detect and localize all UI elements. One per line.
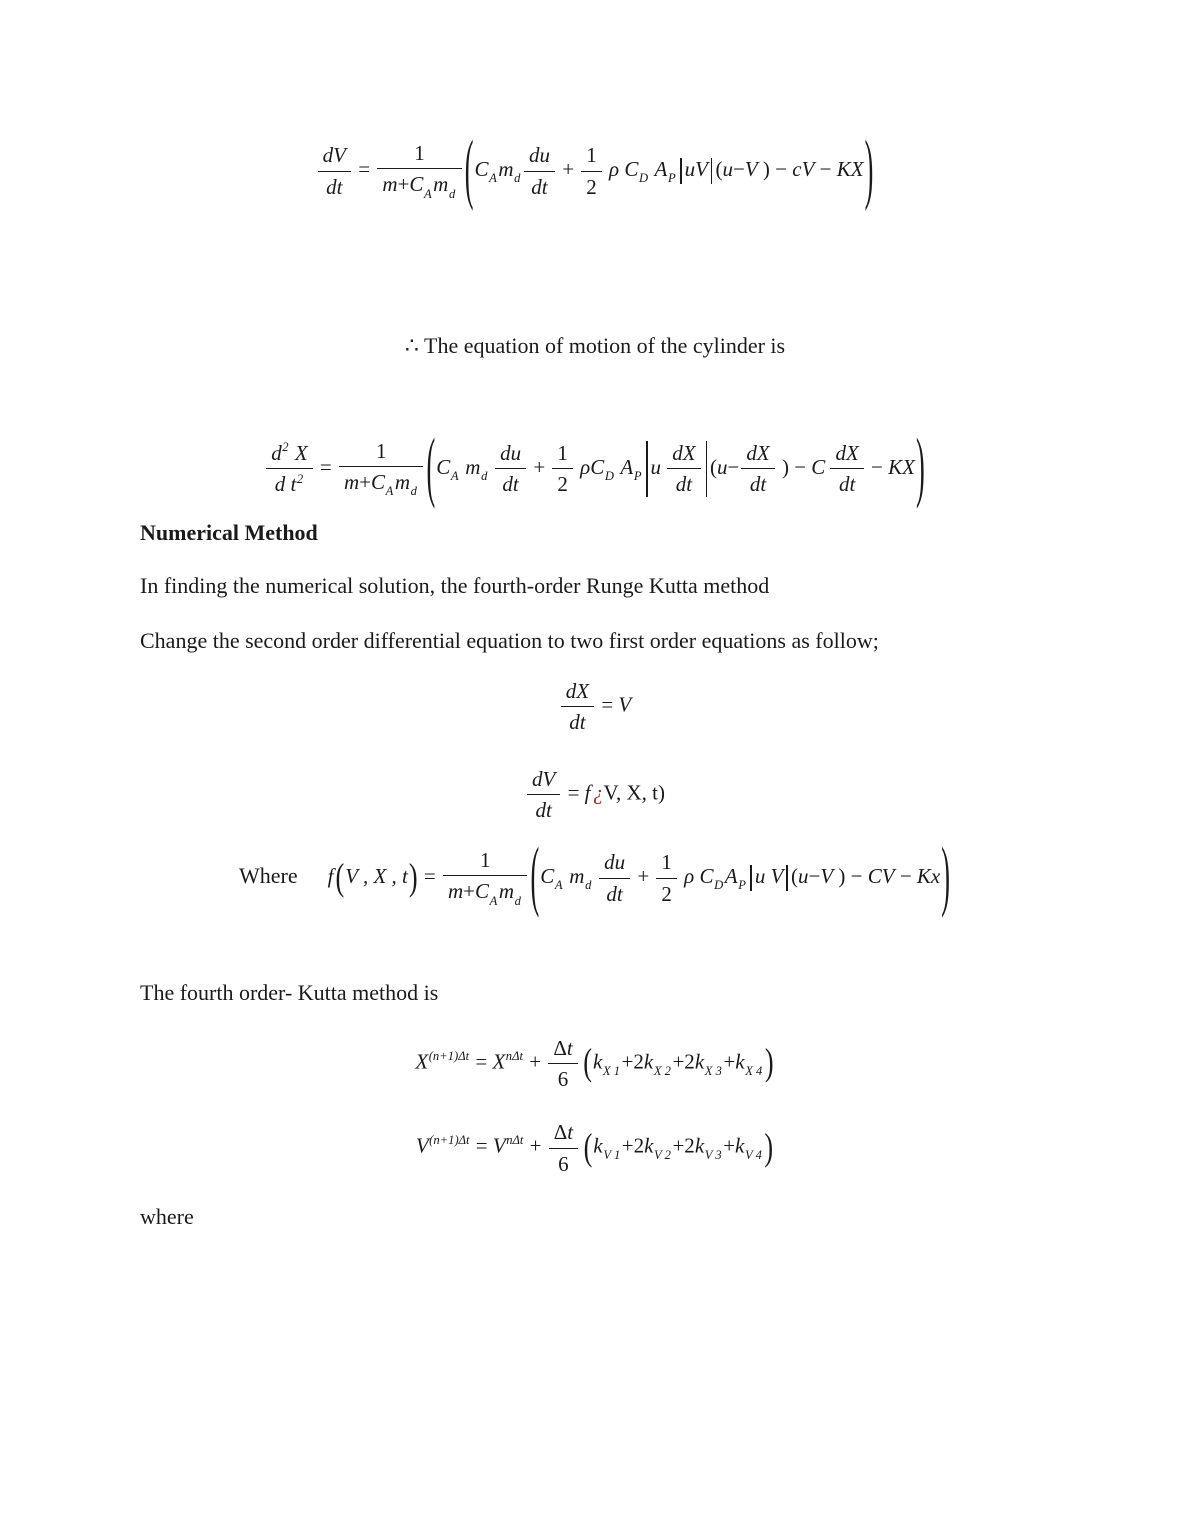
- math-abs-bar: [786, 865, 788, 891]
- math-text: +: [397, 172, 410, 197]
- math-text: k: [694, 1049, 705, 1074]
- math-text: A: [649, 156, 668, 181]
- math-denominator: [266, 469, 312, 497]
- math-numerator: [552, 440, 573, 469]
- math-fraction: [599, 849, 630, 907]
- math-numerator: [656, 849, 677, 878]
- math-text: d: [271, 441, 282, 466]
- math-text: =: [418, 864, 441, 889]
- math-superscript: (n+1)Δt: [429, 1133, 470, 1148]
- math-text: +2: [672, 1133, 695, 1158]
- math-text: +: [632, 864, 655, 889]
- math-denominator: [741, 469, 774, 497]
- math-subscript: d: [448, 186, 456, 201]
- math-text: f: [584, 780, 591, 805]
- math-text: =: [470, 1133, 493, 1158]
- math-fraction: [377, 140, 461, 202]
- math-text: KX: [888, 454, 915, 479]
- math-paren: (: [426, 422, 436, 510]
- math-text: X: [492, 1049, 506, 1074]
- math-text: ) −: [776, 454, 812, 479]
- math-fraction: [524, 142, 555, 200]
- math-text: 2: [586, 174, 597, 199]
- math-numerator: [527, 766, 560, 795]
- math-denominator: [443, 876, 527, 909]
- math-text: =: [596, 692, 619, 717]
- math-text: m: [498, 879, 515, 904]
- paragraph-therefore: ∴ The equation of motion of the cylinder is: [404, 333, 786, 359]
- math-text: dX: [672, 441, 696, 466]
- math-denominator: [527, 795, 560, 823]
- math-subscript: X 3: [704, 1063, 722, 1078]
- math-text: CV: [867, 864, 895, 889]
- math-subscript: V 3: [704, 1148, 722, 1163]
- math-fraction: [549, 1119, 578, 1177]
- math-text: +2: [621, 1049, 644, 1074]
- math-fraction: [527, 766, 560, 824]
- math-text: u: [717, 454, 728, 479]
- math-text: dt: [675, 472, 693, 497]
- math-subscript: V 4: [744, 1148, 762, 1163]
- math-text: ) −: [833, 864, 868, 889]
- formula-error-mark: ¿: [593, 780, 604, 805]
- math-text: C: [474, 156, 489, 181]
- equation-dx-dt: [140, 678, 1050, 736]
- math-text: 2: [557, 472, 568, 497]
- math-text: 1: [661, 850, 672, 875]
- math-numerator: [339, 438, 423, 467]
- math-text: dV: [532, 766, 556, 791]
- math-denominator: [581, 172, 602, 200]
- math-numerator: [741, 440, 774, 469]
- math-subscript: D: [714, 878, 724, 893]
- math-text: u: [722, 156, 733, 181]
- math-text: V: [492, 1133, 506, 1158]
- math-text: m: [460, 454, 481, 479]
- math-text: m: [433, 172, 449, 197]
- math-text: dt: [531, 174, 548, 199]
- math-denominator: [599, 879, 630, 907]
- math-text: +: [723, 1133, 736, 1158]
- math-text: u: [797, 864, 809, 889]
- math-denominator: [377, 169, 461, 202]
- math-text: m: [394, 470, 411, 495]
- math-fraction: [552, 440, 573, 498]
- math-subscript: P: [667, 171, 676, 186]
- math-subscript: X 1: [602, 1063, 621, 1078]
- math-denominator: [830, 469, 863, 497]
- math-paren: ): [408, 855, 418, 898]
- math-text: k: [644, 1133, 654, 1158]
- math-text: V: [744, 156, 758, 181]
- math-numerator: [599, 849, 630, 878]
- math-text: V: [618, 692, 632, 717]
- math-paren: ): [915, 422, 925, 510]
- math-subscript: X 4: [745, 1063, 763, 1078]
- math-paren: (: [464, 124, 474, 212]
- math-superscript: (n+1)Δt: [428, 1048, 470, 1063]
- math-text: 1: [557, 441, 568, 466]
- math-text: +: [556, 156, 580, 181]
- math-abs-bar: [711, 158, 713, 184]
- math-subscript: P: [633, 469, 642, 484]
- paragraph-change-equation: Change the second order differential equation to two first order equations as follow;: [140, 627, 879, 653]
- math-text: du: [528, 143, 550, 168]
- math-paren: ): [764, 1041, 774, 1084]
- math-denominator: [524, 172, 555, 200]
- math-text: C: [811, 454, 826, 479]
- math-text: V, X, t): [603, 780, 665, 805]
- math-text: A: [615, 454, 634, 479]
- math-text: +: [359, 470, 371, 495]
- math-text: f: [327, 864, 334, 889]
- math-text: dV: [322, 143, 346, 168]
- paragraph-where-bottom: where: [140, 1203, 194, 1229]
- math-text: 1: [375, 438, 387, 463]
- math-subscript: X 2: [653, 1063, 671, 1078]
- math-subscript: A: [489, 893, 498, 908]
- math-text: (: [715, 156, 723, 181]
- math-text: k: [592, 1049, 603, 1074]
- math-denominator: [552, 469, 573, 497]
- math-numerator: [377, 140, 461, 169]
- math-text: C: [540, 864, 555, 889]
- equation-f-definition: [327, 831, 951, 919]
- math-numerator: [830, 440, 863, 469]
- math-text: t: [566, 1035, 573, 1060]
- math-text: 1: [479, 848, 491, 873]
- math-text: +: [523, 1049, 547, 1074]
- equation-dv-dt: [140, 766, 1050, 824]
- math-superscript: nΔt: [506, 1133, 524, 1148]
- math-subscript: V 1: [603, 1148, 621, 1163]
- math-text: Δ: [553, 1035, 567, 1060]
- math-text: dX: [565, 679, 590, 704]
- math-subscript: A: [489, 171, 497, 186]
- math-text: =: [562, 780, 585, 805]
- math-text: k: [694, 1133, 705, 1158]
- math-text: =: [314, 454, 337, 479]
- math-abs-bar: [680, 158, 682, 184]
- math-text: m: [498, 156, 514, 181]
- math-text: uV: [684, 156, 708, 181]
- math-paren: (: [583, 1125, 593, 1168]
- math-text: =: [470, 1049, 493, 1074]
- math-paren: ): [941, 831, 950, 919]
- math-text: =: [352, 156, 376, 181]
- math-fraction: [656, 849, 677, 907]
- math-text: +2: [621, 1133, 645, 1158]
- math-numerator: [524, 142, 555, 171]
- math-text: V: [415, 1133, 429, 1158]
- math-text: X: [289, 441, 308, 466]
- math-text: V: [820, 864, 834, 889]
- math-paren: ): [764, 1125, 774, 1168]
- math-text: k: [735, 1133, 745, 1158]
- math-text: Kx: [916, 864, 941, 889]
- math-numerator: [549, 1119, 578, 1148]
- equation-velocity-ode: [140, 124, 1050, 212]
- math-fraction: [318, 142, 351, 200]
- math-text: cV: [792, 156, 815, 181]
- math-text: dt: [749, 472, 767, 497]
- math-denominator: [548, 1064, 577, 1092]
- math-text: u V: [754, 864, 784, 889]
- math-text: dt: [838, 472, 856, 497]
- math-numerator: [443, 847, 527, 876]
- math-text: 6: [558, 1151, 569, 1176]
- math-paren: ): [864, 124, 874, 212]
- math-fraction: [443, 847, 527, 909]
- math-abs-bar: [750, 865, 752, 891]
- equation-rk4-x: [140, 1035, 1050, 1093]
- math-text: +: [463, 879, 475, 904]
- math-text: (: [710, 454, 718, 479]
- math-text: m: [382, 172, 398, 197]
- math-text: m: [343, 470, 360, 495]
- math-text: u: [650, 454, 662, 479]
- math-text: −: [814, 156, 837, 181]
- math-subscript: V 2: [654, 1148, 671, 1163]
- math-text: A: [724, 864, 738, 889]
- equation-motion-ode: [140, 422, 1050, 510]
- math-text: t: [567, 1120, 574, 1145]
- math-superscript: 2: [282, 440, 289, 455]
- math-text: dt: [326, 174, 343, 199]
- math-fraction: [495, 440, 526, 498]
- math-abs-bar: [646, 441, 648, 498]
- equation-rk4-v: [140, 1119, 1050, 1177]
- math-subscript: A: [554, 878, 563, 893]
- paragraph-in-finding: In finding the numerical solution, the fourth-order Runge Kutta method: [140, 573, 770, 599]
- paragraph-fourth-order: The fourth order- Kutta method is: [140, 980, 439, 1006]
- math-text: dt: [569, 710, 586, 735]
- math-subscript: D: [604, 469, 614, 484]
- math-subscript: d: [585, 878, 592, 893]
- math-subscript: A: [423, 186, 432, 201]
- math-fraction: [339, 438, 423, 500]
- math-paren: (: [335, 855, 345, 898]
- math-denominator: [667, 469, 700, 497]
- math-text: dt: [606, 881, 623, 906]
- math-text: k: [593, 1133, 603, 1158]
- math-subscript: A: [385, 484, 394, 499]
- math-fraction: [581, 142, 602, 200]
- math-text: C: [436, 454, 451, 479]
- math-text: dt: [502, 472, 519, 497]
- math-text: −: [727, 454, 740, 479]
- math-text: C: [371, 470, 386, 495]
- math-subscript: d: [514, 893, 521, 908]
- math-text: 6: [557, 1067, 569, 1092]
- math-fraction: [561, 678, 594, 736]
- math-subscript: A: [450, 469, 459, 484]
- math-text: dX: [835, 441, 859, 466]
- math-text: −: [894, 864, 917, 889]
- math-fraction: [266, 440, 312, 498]
- math-paren: (: [530, 831, 540, 919]
- math-superscript: nΔt: [505, 1048, 523, 1063]
- math-denominator: [495, 469, 526, 497]
- math-paren: (: [583, 1041, 592, 1084]
- math-numerator: [318, 142, 351, 171]
- math-text: d t: [274, 472, 297, 497]
- math-text: KX: [836, 156, 864, 181]
- math-text: du: [500, 441, 522, 466]
- math-text: k: [735, 1049, 745, 1074]
- math-subscript: d: [481, 469, 488, 484]
- math-subscript: d: [514, 171, 521, 186]
- math-text: dX: [746, 441, 770, 466]
- math-text: 1: [586, 143, 597, 168]
- math-text: +: [524, 1133, 547, 1158]
- where-label: Where: [239, 863, 298, 889]
- math-denominator: [561, 707, 594, 735]
- math-abs-bar: [706, 441, 708, 498]
- math-text: ρ C: [678, 864, 714, 889]
- math-text: +: [528, 454, 551, 479]
- math-numerator: [548, 1035, 577, 1064]
- math-text: C: [475, 879, 490, 904]
- equation-f-definition-line: [140, 831, 1050, 919]
- math-text: −: [808, 864, 821, 889]
- math-fraction: [667, 440, 700, 498]
- math-text: du: [604, 850, 626, 875]
- math-text: (: [790, 864, 798, 889]
- math-numerator: [667, 440, 700, 469]
- math-subscript: P: [738, 878, 746, 893]
- math-denominator: [339, 467, 423, 500]
- math-text: m: [447, 879, 464, 904]
- math-text: 1: [414, 141, 425, 165]
- math-fraction: [741, 440, 774, 498]
- math-numerator: [266, 440, 312, 469]
- math-text: C: [409, 172, 424, 197]
- math-fraction: [548, 1035, 577, 1093]
- math-text: X: [415, 1049, 429, 1074]
- math-superscript: 2: [296, 471, 304, 486]
- math-text: dt: [535, 797, 552, 822]
- math-text: m: [564, 864, 585, 889]
- math-denominator: [549, 1149, 578, 1177]
- math-text: Δ: [553, 1120, 568, 1145]
- math-denominator: [656, 879, 677, 907]
- math-denominator: [318, 172, 351, 200]
- math-numerator: [561, 678, 594, 707]
- math-text: −: [732, 156, 745, 181]
- math-text: ρ C: [603, 156, 639, 181]
- heading-numerical-method: Numerical Method: [140, 520, 318, 546]
- math-text: ) −: [757, 156, 793, 181]
- math-subscript: D: [639, 171, 649, 186]
- math-numerator: [581, 142, 602, 171]
- math-fraction: [830, 440, 863, 498]
- math-text: −: [865, 454, 889, 479]
- math-numerator: [495, 440, 526, 469]
- math-subscript: d: [410, 484, 417, 499]
- math-text: V , X , t: [345, 864, 408, 889]
- math-text: +: [723, 1049, 736, 1074]
- math-text: +2: [672, 1049, 695, 1074]
- math-text: 2: [661, 881, 672, 906]
- math-text: ρC: [574, 454, 605, 479]
- math-text: k: [643, 1049, 654, 1074]
